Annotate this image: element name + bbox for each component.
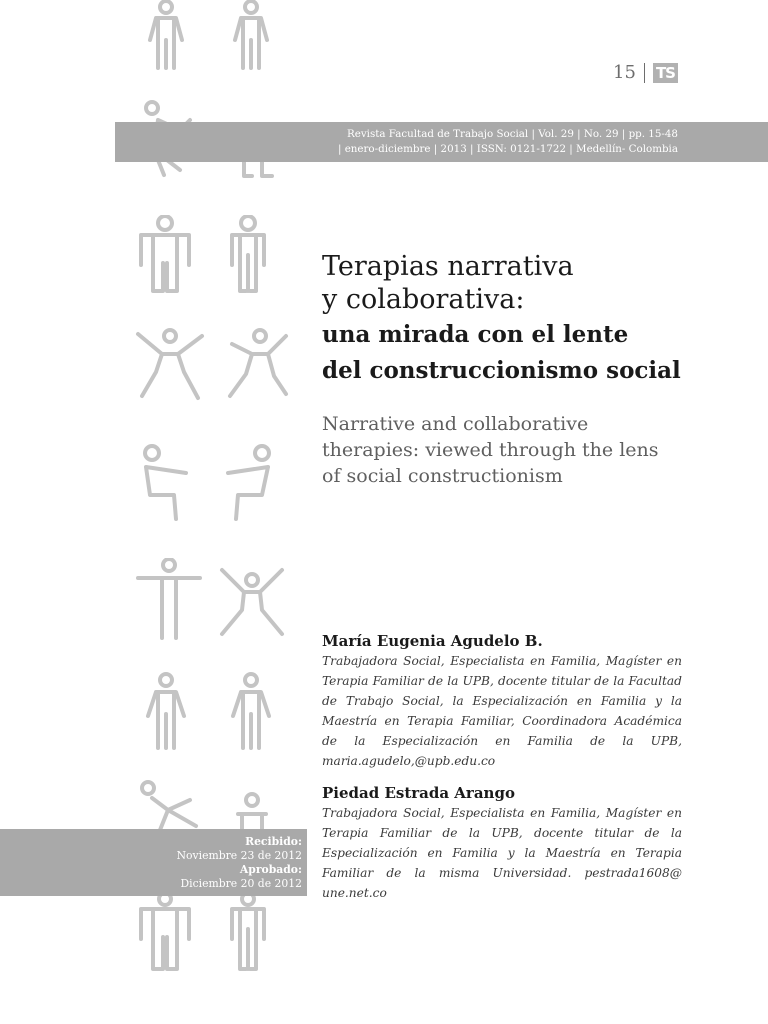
standing-figure-icon — [135, 215, 195, 295]
subtitle-line-1: una mirada con el lente — [322, 321, 629, 348]
standing-figure-icon — [228, 215, 268, 295]
journal-logo: TS — [653, 63, 678, 83]
author-affiliation: Trabajadora Social, Especialista en Familia, Magíster en Terapia Familiar de la UPB, docente titular de la Especialización en Familia y la Maestría en Terapia Familiar de la misma Universidad. pestrada1608@ une.net.co — [322, 806, 682, 900]
dates-box — [0, 829, 307, 896]
jumping-figure-icon — [222, 328, 294, 402]
author-name: Piedad Estrada Arango — [322, 784, 515, 802]
journal-citation — [338, 127, 678, 157]
journal-info-band — [115, 122, 768, 162]
jumping-figure-icon — [134, 328, 206, 402]
title-line-1: Terapias narrativa — [322, 251, 574, 282]
received-date: Noviembre 23 de 2012 — [176, 849, 302, 862]
standing-figure-icon — [135, 893, 195, 973]
title-english — [322, 411, 702, 489]
approved-label: Aprobado: — [239, 863, 302, 876]
standing-figure-icon — [228, 893, 268, 973]
title-english-line-1: Narrative and collaborative — [322, 413, 589, 435]
standing-figure-icon — [138, 0, 194, 70]
sitting-figure-icon — [222, 443, 274, 521]
received-label: Recibido: — [245, 835, 302, 848]
journal-line-2: | enero-diciembre | 2013 | ISSN: 0121-1722 | Medellín- Colombia — [337, 143, 678, 155]
arms-out-figure-icon — [134, 558, 204, 640]
title-english-line-2: therapies: viewed through the lens — [322, 439, 659, 461]
subtitle-line-2: del construccionismo social — [322, 357, 681, 384]
author-name: María Eugenia Agudelo B. — [322, 632, 543, 650]
standing-figure-icon — [138, 672, 194, 752]
page-header — [560, 62, 678, 83]
approved-date: Diciembre 20 de 2012 — [180, 877, 302, 890]
sitting-figure-icon — [140, 443, 192, 521]
title-line-2: y colaborativa: — [322, 284, 525, 315]
page-number: 15 — [613, 62, 636, 83]
author-block — [322, 631, 682, 771]
author-block — [322, 783, 682, 903]
standing-figure-icon — [223, 0, 279, 70]
header-divider — [644, 63, 645, 83]
title-spanish — [322, 250, 742, 389]
author-affiliation: Trabajadora Social, Especialista en Familia, Magíster en Terapia Familiar de la UPB, docente titular de la Facultad de Trabajo Social, la Especialización en Familia y la Maestría en Terapia Familiar, Coordinadora Académica de la Especialización en Familia de la UPB, maria.agudelo,@upb.edu.co — [322, 654, 682, 768]
title-english-line-3: of social constructionism — [322, 465, 563, 487]
journal-line-1: Revista Facultad de Trabajo Social | Vol. 29 | No. 29 | pp. 15-48 — [346, 128, 678, 140]
standing-figure-icon — [223, 672, 279, 752]
arms-out-figure-icon — [216, 566, 288, 638]
